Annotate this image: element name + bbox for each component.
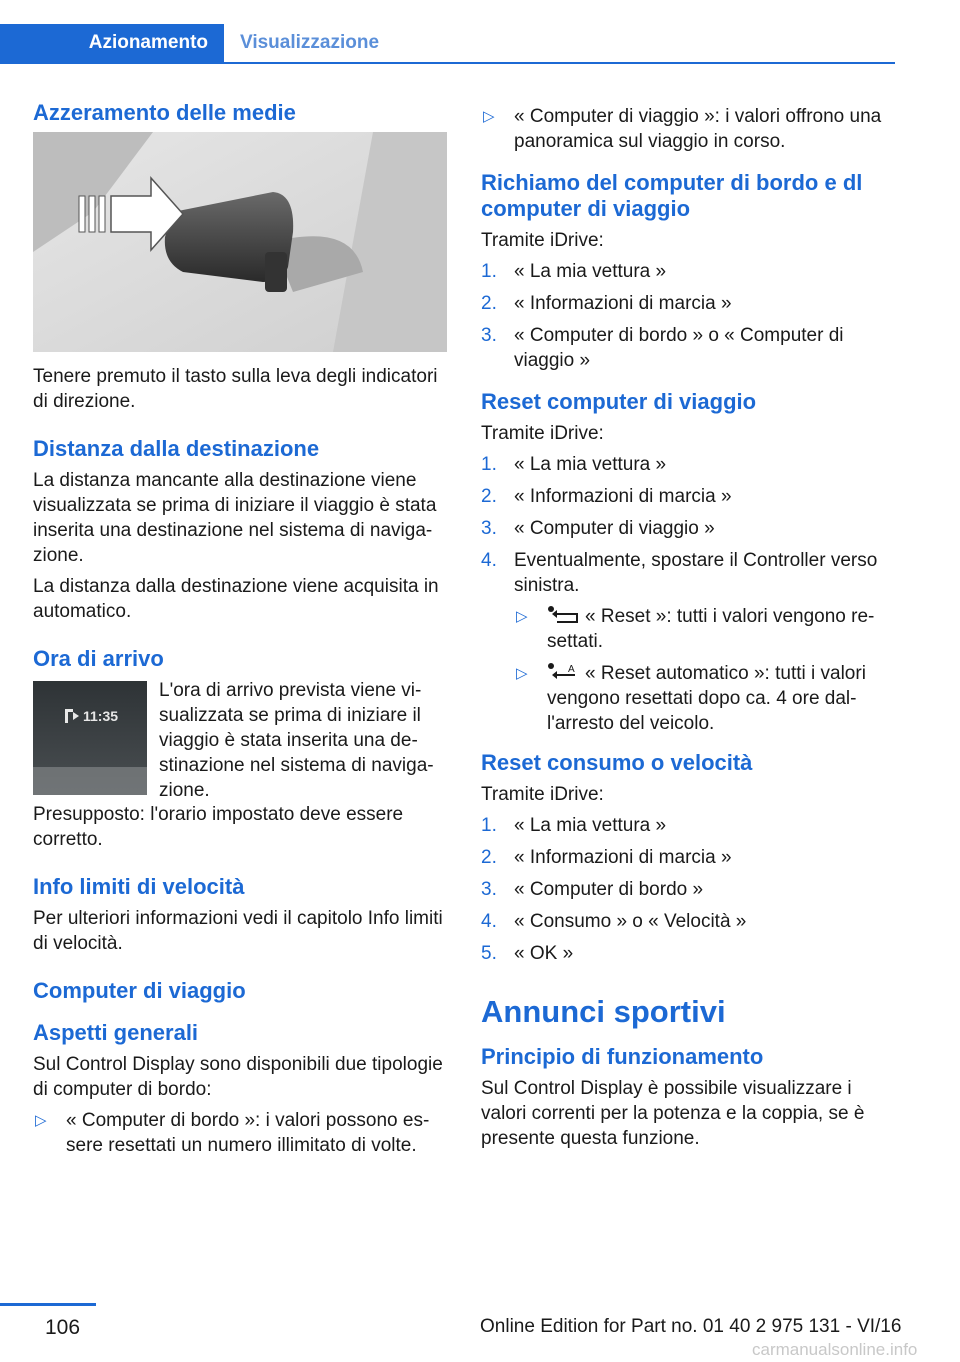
reset-icon	[547, 605, 579, 625]
intro-richiamo: Tramite iDrive:	[481, 230, 604, 251]
section-title-reset-computer: Reset computer di viaggio	[481, 389, 757, 414]
section-title-richiamo: Richiamo del computer di bordo e dl computer di viaggio	[481, 170, 863, 221]
section-title-ora-arrivo: Ora di arrivo	[33, 646, 164, 671]
step-item: 4. « Consumo » o « Velocità »	[481, 911, 747, 932]
footer-rule	[0, 1303, 96, 1306]
list-item	[514, 604, 897, 654]
section-title-azzeramento: Azzeramento delle medie	[33, 100, 296, 125]
reset-options-list	[514, 604, 897, 736]
step-item: 3. « Computer di bordo »	[481, 879, 704, 900]
tab-azionamento[interactable]: Azionamento	[0, 24, 224, 62]
page-number: 106	[45, 1316, 81, 1339]
steps-richiamo	[481, 259, 897, 373]
paragraph-presupposto: Presupposto: l'orario impostato deve essere corretto.	[33, 804, 404, 850]
svg-text:A: A	[568, 664, 575, 675]
edition-text: Online Edition for Part no. 01 40 2 975 131 - VI/16	[480, 1316, 902, 1337]
intro-reset-computer: Tramite iDrive:	[481, 423, 604, 444]
step-item: 4. Eventualmente, spostare il Controller verso sinistra. ▷ « Reset »: tutti i valori vengono resettati. ▷ A « Reset automatico »: tutti i valori vengono resettati dopo ca. 4 ore dall'arresto del veicolo.	[481, 548, 897, 736]
section-title-reset-consumo: Reset consumo o velocità	[481, 750, 753, 775]
section-title-aspetti-generali: Aspetti generali	[33, 1020, 199, 1045]
step-item: 1. « La mia vettura »	[481, 454, 667, 475]
bullet-text: « Computer di viaggio »: i valori offrono una panoramica sul viaggio in corso.	[514, 106, 882, 152]
paragraph-azzeramento: Tenere premuto il tasto sulla leva degli indicatori di direzione.	[33, 366, 438, 412]
auto-reset-icon	[547, 662, 579, 682]
step-item: 1. « La mia vettura »	[481, 261, 667, 282]
auto-reset-option-text: « Reset automatico »: tutti i valori vengono resettati dopo ca. 4 ore dall'arresto del veicolo.	[547, 663, 866, 734]
tab-visualizzazione[interactable]: Visualizzazione	[240, 32, 380, 53]
step-item: 3. « Computer di bordo » o « Computer di viaggio »	[481, 325, 844, 371]
header-bar	[0, 24, 895, 64]
right-column	[481, 100, 897, 1157]
step-item: 2. « Informazioni di marcia »	[481, 847, 732, 868]
step-item: 2. « Informazioni di marcia »	[481, 486, 732, 507]
paragraph-distanza-1: La distanza mancante alla destinazione viene visualizzata se prima di iniziare il viaggio è stata inserita una destinazione nel sistema di navigazione.	[33, 470, 437, 566]
steps-reset-computer	[481, 452, 897, 736]
arrival-clock: 11:35	[83, 708, 119, 724]
watermark: carmanualsonline.info	[752, 1340, 918, 1359]
paragraph-ora-arrivo: L'ora di arrivo prevista viene visualizzata se prima di iniziare il viaggio è stata inserita una destinazione nel sistema di navigazione.	[159, 680, 434, 801]
computer-types-list	[33, 1108, 447, 1158]
section-title-principio: Principio di funzionamento	[481, 1044, 764, 1069]
triangle-bullet-icon: ▷	[483, 108, 495, 125]
steps-reset-consumo	[481, 813, 897, 966]
triangle-bullet-icon: ▷	[35, 1112, 47, 1129]
bullet-text: « Computer di bordo »: i valori possono essere resettati un numero illimitato di volte.	[66, 1110, 430, 1156]
section-title-info-limiti: Info limiti di velocità	[33, 874, 245, 899]
left-column	[33, 100, 447, 1166]
paragraph-info-limiti: Per ulteriori informazioni vedi il capitolo Info limiti di velocità.	[33, 908, 443, 954]
paragraph-principio: Sul Control Display è possibile visualizzare i valori correnti per la potenza e la coppia, se è presente questa funzione.	[481, 1078, 865, 1149]
triangle-bullet-icon: ▷	[516, 608, 528, 625]
step-item: 5. « OK »	[481, 943, 574, 964]
section-title-distanza: Distanza dalla destinazione	[33, 436, 320, 461]
triangle-bullet-icon: ▷	[516, 665, 528, 682]
list-item	[33, 1108, 447, 1158]
reset-option-text: « Reset »: tutti i valori vengono resettati.	[547, 606, 875, 652]
list-item	[514, 661, 897, 736]
step-item: 2. « Informazioni di marcia »	[481, 293, 732, 314]
turn-signal-lever-image	[33, 132, 447, 352]
chapter-title-annunci-sportivi: Annunci sportivi	[481, 994, 726, 1029]
intro-reset-consumo: Tramite iDrive:	[481, 784, 604, 805]
computer-types-list-continued	[481, 104, 897, 154]
paragraph-distanza-2: La distanza dalla destinazione viene acquisita in automatico.	[33, 576, 439, 622]
section-title-computer-viaggio: Computer di viaggio	[33, 978, 246, 1003]
arrival-block	[33, 678, 447, 802]
arrival-time-display-image	[33, 681, 147, 795]
step-item: 3. « Computer di viaggio »	[481, 518, 715, 539]
list-item	[481, 104, 897, 154]
step-item: 1. « La mia vettura »	[481, 815, 667, 836]
paragraph-aspetti-generali: Sul Control Display sono disponibili due tipologie di computer di bordo:	[33, 1054, 443, 1100]
